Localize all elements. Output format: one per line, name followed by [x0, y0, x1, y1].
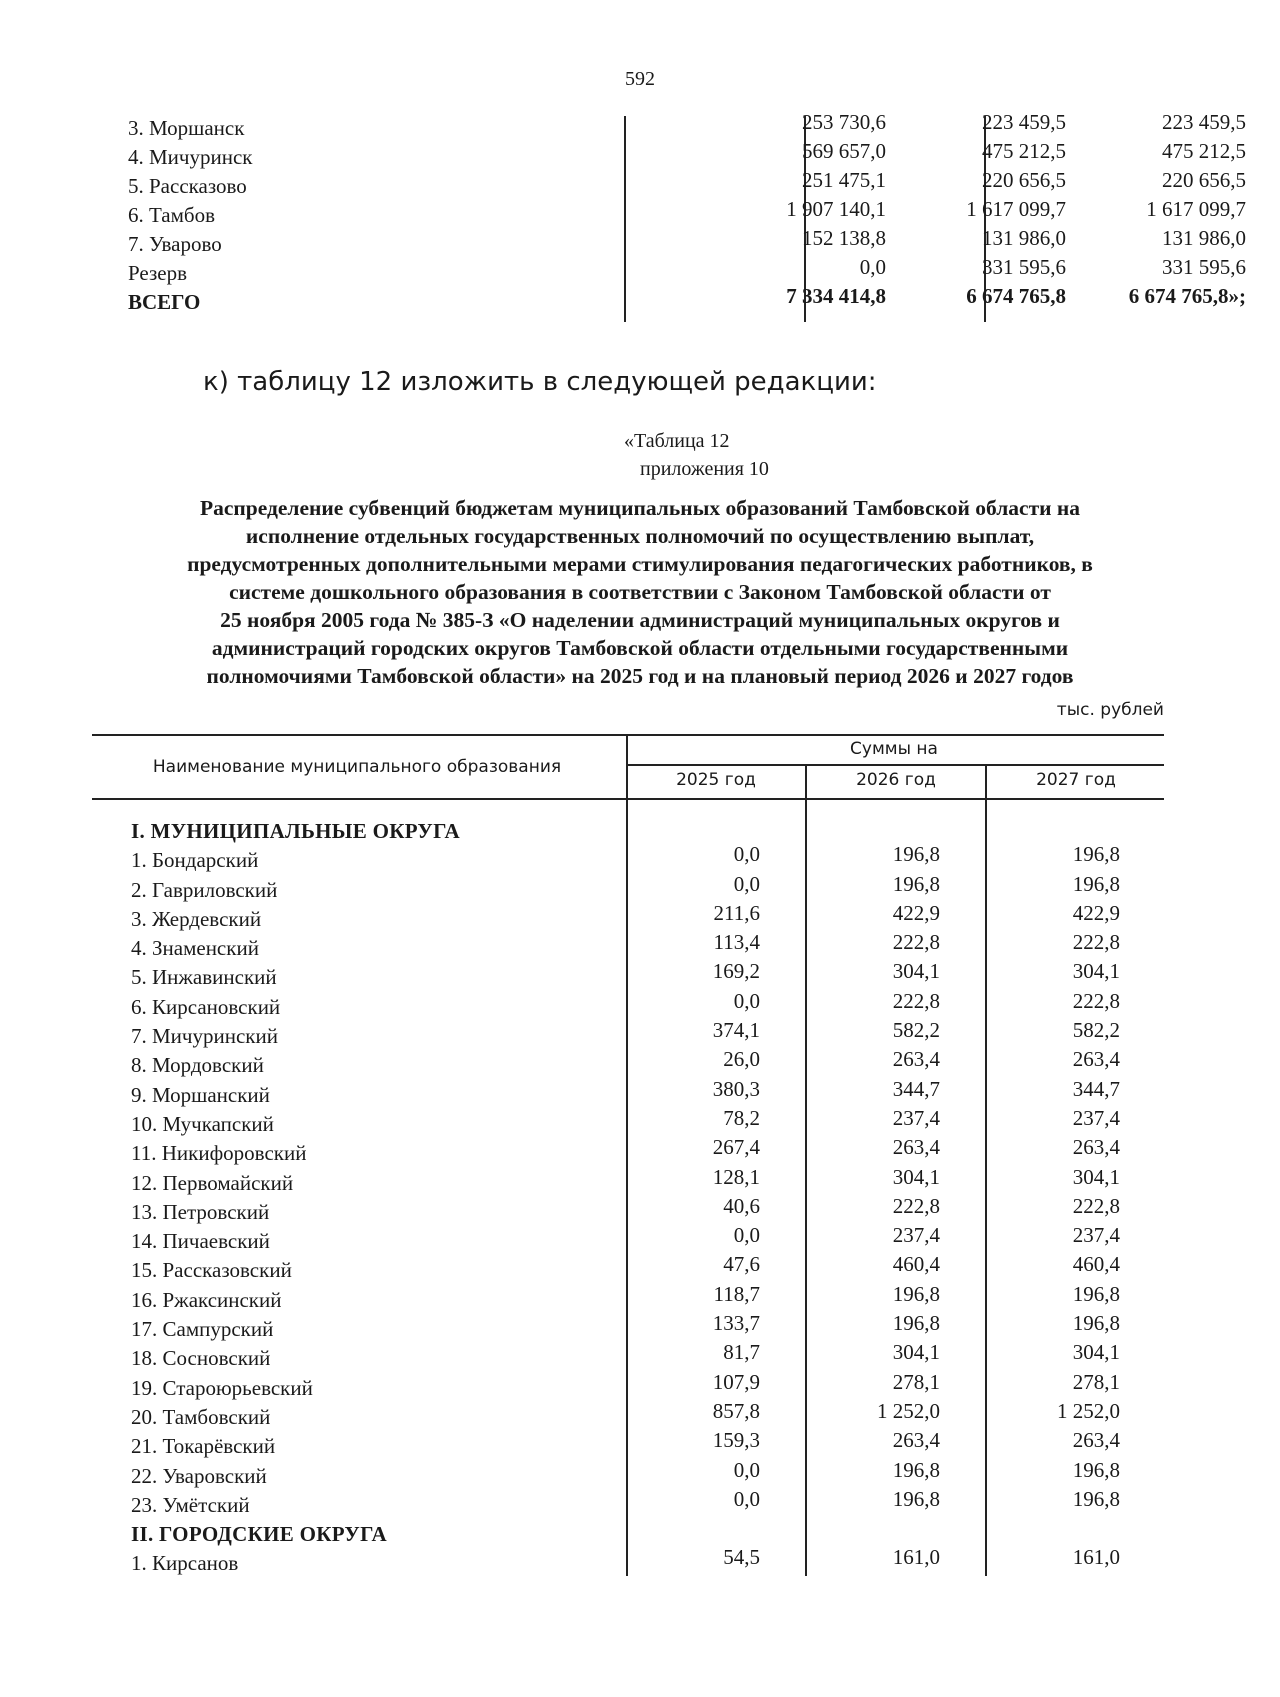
value-2027: 196,8 — [1072, 842, 1120, 867]
value-2027: 460,4 — [1072, 1252, 1120, 1277]
municipality-name: 1. Кирсанов — [131, 1551, 239, 1576]
municipality-name: 10. Мучкапский — [131, 1111, 274, 1136]
value-2026: 263,4 — [892, 1135, 940, 1160]
municipality-name: 2. Гавриловский — [131, 877, 278, 902]
value-2027: 222,8 — [1072, 988, 1120, 1013]
value-2026: 196,8 — [892, 871, 940, 896]
total-2027: 6 674 765,8»; — [1128, 284, 1246, 308]
value-2025: 54,5 — [723, 1545, 760, 1570]
value-2027: 344,7 — [1072, 1076, 1120, 1101]
value-2027: 582,2 — [1072, 1018, 1120, 1043]
municipality-name: 8. Мордовский — [131, 1053, 264, 1078]
value-2026: 1 252,0 — [877, 1398, 940, 1423]
value-2025: 857,8 — [712, 1398, 760, 1423]
value-2025: 0,0 — [733, 988, 760, 1013]
municipality-name: 7. Мичуринский — [131, 1024, 278, 1049]
municipality-name: 9. Моршанский — [131, 1082, 270, 1107]
value-2026: 237,4 — [892, 1223, 940, 1248]
header-year-2026: 2026 год — [856, 770, 936, 790]
header-sums: Суммы на — [850, 739, 938, 759]
section-heading: I. МУНИЦИПАЛЬНЫЕ ОКРУГА — [131, 819, 460, 843]
top-row-name: 6. Тамбов — [128, 203, 216, 227]
value-2025: 211,6 — [713, 900, 760, 925]
value-2026: 422,9 — [892, 900, 940, 925]
value-2026: 237,4 — [892, 1105, 940, 1130]
top-table-divider-1 — [624, 116, 626, 322]
total-2026: 6 674 765,8 — [966, 284, 1066, 308]
value-2025: 133,7 — [712, 1311, 760, 1336]
top-row-2027: 331 595,6 — [1162, 255, 1246, 279]
municipality-name: 19. Староюрьевский — [131, 1375, 313, 1400]
table-caption-appendix: приложения 10 — [640, 458, 769, 480]
value-2026: 460,4 — [892, 1252, 940, 1277]
value-2025: 113,4 — [713, 930, 760, 955]
top-row-2026: 223 459,5 — [982, 110, 1066, 134]
municipality-name: 5. Инжавинский — [131, 965, 277, 990]
page-number: 592 — [625, 68, 655, 90]
value-2026: 344,7 — [892, 1076, 940, 1101]
municipality-name: 21. Токарёвский — [131, 1434, 276, 1459]
value-2026: 196,8 — [892, 1486, 940, 1511]
municipality-name: 17. Сампурский — [131, 1317, 274, 1342]
table-top-border — [92, 734, 1164, 736]
municipality-name: 15. Рассказовский — [131, 1258, 292, 1283]
table-caption-number: «Таблица 12 — [624, 430, 730, 452]
total-label: ВСЕГО — [128, 290, 201, 314]
value-2027: 161,0 — [1072, 1545, 1120, 1570]
value-2027: 196,8 — [1072, 1457, 1120, 1482]
municipality-name: 18. Сосновский — [131, 1346, 271, 1371]
municipality-name: 23. Умётский — [131, 1492, 250, 1517]
value-2026: 263,4 — [892, 1428, 940, 1453]
value-2025: 0,0 — [733, 871, 760, 896]
value-2027: 278,1 — [1072, 1369, 1120, 1394]
top-row-2025: 253 730,6 — [802, 110, 886, 134]
top-row-2027: 223 459,5 — [1162, 110, 1246, 134]
value-2027: 304,1 — [1072, 1340, 1120, 1365]
top-row-2027: 220 656,5 — [1162, 168, 1246, 192]
header-year-2025: 2025 год — [676, 770, 756, 790]
title-line: 25 ноября 2005 года № 385-З «О наделении администраций муниципальных округов и — [220, 608, 1060, 632]
value-2025: 267,4 — [712, 1135, 760, 1160]
top-row-2026: 475 212,5 — [982, 139, 1066, 163]
municipality-name: 1. Бондарский — [131, 848, 259, 873]
value-2025: 380,3 — [712, 1076, 760, 1101]
municipality-name: 3. Жердевский — [131, 906, 262, 931]
value-2026: 582,2 — [892, 1018, 940, 1043]
value-2025: 81,7 — [723, 1340, 760, 1365]
value-2026: 304,1 — [892, 959, 940, 984]
top-row-2025: 152 138,8 — [802, 226, 886, 250]
value-2025: 107,9 — [712, 1369, 760, 1394]
value-2025: 128,1 — [712, 1164, 760, 1189]
top-row-2026: 331 595,6 — [982, 255, 1066, 279]
value-2025: 26,0 — [723, 1047, 760, 1072]
value-2025: 0,0 — [733, 842, 760, 867]
value-2025: 0,0 — [733, 1223, 760, 1248]
total-2025: 7 334 414,8 — [786, 284, 886, 308]
value-2025: 40,6 — [723, 1193, 760, 1218]
value-2027: 196,8 — [1072, 1486, 1120, 1511]
title-line: предусмотренных дополнительными мерами стимулирования педагогических работников, в — [187, 552, 1093, 576]
value-2027: 263,4 — [1072, 1047, 1120, 1072]
value-2026: 196,8 — [892, 1281, 940, 1306]
main-table-body — [0, 819, 1200, 1581]
top-row-2025: 1 907 140,1 — [786, 197, 886, 221]
value-2026: 196,8 — [892, 1457, 940, 1482]
value-2025: 78,2 — [723, 1105, 760, 1130]
value-2027: 196,8 — [1072, 871, 1120, 896]
municipality-name: 16. Ржаксинский — [131, 1287, 282, 1312]
municipality-name: 22. Уваровский — [131, 1463, 267, 1488]
value-2026: 263,4 — [892, 1047, 940, 1072]
municipality-name: 12. Первомайский — [131, 1170, 294, 1195]
value-2026: 222,8 — [892, 988, 940, 1013]
value-2025: 374,1 — [712, 1018, 760, 1043]
title-line: полномочиями Тамбовской области» на 2025 год и на плановый период 2026 и 2027 годов — [206, 664, 1074, 688]
section-heading: II. ГОРОДСКИЕ ОКРУГА — [131, 1522, 387, 1547]
units-label: тыс. рублей — [1056, 700, 1164, 720]
top-row-name: 4. Мичуринск — [128, 145, 253, 169]
value-2027: 222,8 — [1072, 1193, 1120, 1218]
value-2025: 118,7 — [713, 1281, 760, 1306]
municipality-name: 20. Тамбовский — [131, 1404, 271, 1429]
municipality-name: 4. Знаменский — [131, 936, 259, 961]
value-2027: 263,4 — [1072, 1428, 1120, 1453]
sums-header-divider — [626, 764, 1164, 766]
value-2027: 196,8 — [1072, 1311, 1120, 1336]
top-row-name: Резерв — [128, 261, 188, 285]
value-2027: 304,1 — [1072, 959, 1120, 984]
value-2027: 196,8 — [1072, 1281, 1120, 1306]
top-row-name: 7. Уварово — [128, 232, 222, 256]
value-2026: 161,0 — [892, 1545, 940, 1570]
top-row-2025: 569 657,0 — [802, 139, 886, 163]
title-line: администраций городских округов Тамбовской области отдельными государственными — [211, 636, 1069, 660]
top-row-2027: 1 617 099,7 — [1146, 197, 1246, 221]
top-row-2026: 220 656,5 — [982, 168, 1066, 192]
table-row — [0, 1486, 1200, 1522]
municipality-name: 14. Пичаевский — [131, 1229, 270, 1254]
title-line: системе дошкольного образования в соответствии с Законом Тамбовской области от — [229, 580, 1051, 604]
value-2026: 196,8 — [892, 1311, 940, 1336]
value-2027: 222,8 — [1072, 930, 1120, 955]
value-2026: 222,8 — [892, 1193, 940, 1218]
instruction-text: к) таблицу 12 изложить в следующей редакции: — [203, 367, 877, 397]
value-2025: 0,0 — [733, 1457, 760, 1482]
top-row-2026: 131 986,0 — [982, 226, 1066, 250]
table-row — [0, 1545, 1200, 1580]
title-line: Распределение субвенций бюджетам муниципальных образований Тамбовской области на — [199, 496, 1081, 520]
value-2025: 0,0 — [733, 1486, 760, 1511]
header-year-2027: 2027 год — [1036, 770, 1116, 790]
value-2027: 237,4 — [1072, 1223, 1120, 1248]
municipality-name: 6. Кирсановский — [131, 994, 281, 1019]
table-title — [108, 494, 1172, 690]
value-2026: 278,1 — [892, 1369, 940, 1394]
top-row-name: 5. Рассказово — [128, 174, 247, 198]
top-row-name: 3. Моршанск — [128, 116, 245, 140]
value-2027: 1 252,0 — [1057, 1398, 1120, 1423]
value-2027: 422,9 — [1072, 900, 1120, 925]
value-2026: 304,1 — [892, 1340, 940, 1365]
top-row-2027: 131 986,0 — [1162, 226, 1246, 250]
value-2027: 304,1 — [1072, 1164, 1120, 1189]
top-row-2027: 475 212,5 — [1162, 139, 1246, 163]
top-row-2026: 1 617 099,7 — [966, 197, 1066, 221]
top-row-2025: 251 475,1 — [802, 168, 886, 192]
value-2026: 222,8 — [892, 930, 940, 955]
value-2026: 304,1 — [892, 1164, 940, 1189]
value-2025: 47,6 — [723, 1252, 760, 1277]
value-2026: 196,8 — [892, 842, 940, 867]
header-name-column: Наименование муниципального образования — [152, 757, 562, 777]
value-2025: 169,2 — [712, 959, 760, 984]
value-2025: 159,3 — [712, 1428, 760, 1453]
municipality-name: 11. Никифоровский — [131, 1141, 307, 1166]
top-row-2025: 0,0 — [859, 255, 886, 279]
value-2027: 263,4 — [1072, 1135, 1120, 1160]
municipality-name: 13. Петровский — [131, 1199, 270, 1224]
title-line: исполнение отдельных государственных полномочий по осуществлению выплат, — [245, 524, 1035, 548]
value-2027: 237,4 — [1072, 1105, 1120, 1130]
header-bottom-border — [92, 798, 1164, 800]
